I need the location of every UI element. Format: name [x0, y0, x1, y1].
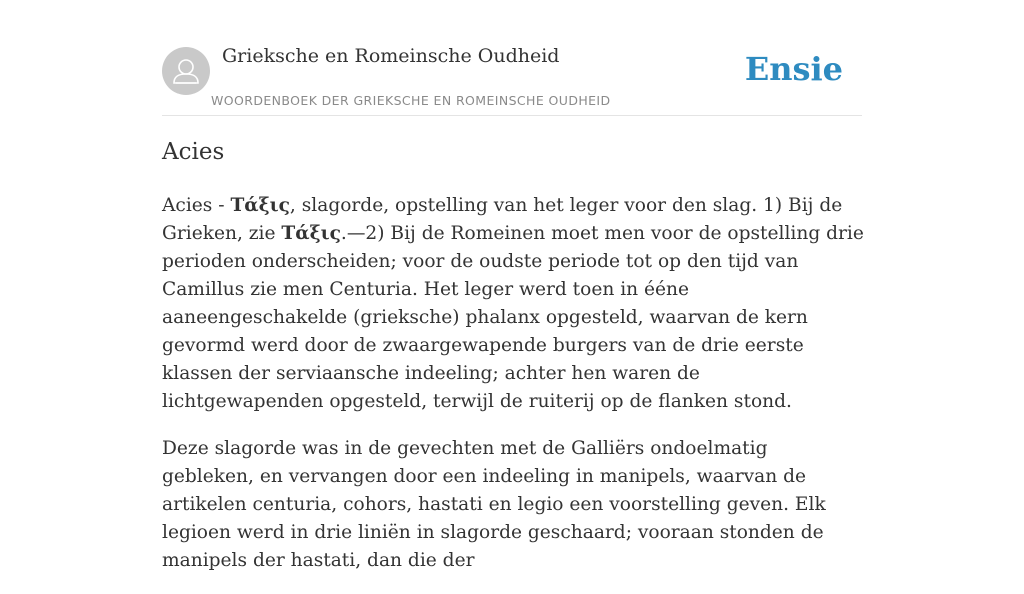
greek-term: Τάξις — [281, 223, 341, 244]
source-header — [162, 0, 862, 116]
avatar[interactable] — [162, 47, 210, 95]
entry-paragraph-2: Deze slagorde was in de gevechten met de Galliërs ondoelmatig gebleken, en vervangen door een indeeling in manipels, waarvan de artikelen centuria, cohors, hastati en legio een voorstelling geven. Elk legioen werd in drie liniën in slagorde geschaard; vooraan stonden de manipels der hastati, dan die der — [162, 438, 826, 571]
entry-title: Acies — [162, 139, 225, 165]
source-subtitle[interactable]: WOORDENBOEK DER GRIEKSCHE EN ROMEINSCHE OUDHEID — [211, 93, 611, 108]
greek-term: Τάξις — [230, 195, 290, 216]
text-segment: Acies - — [162, 195, 231, 216]
text-segment: .—2) Bij de Romeinen moet men voor de opstelling drie perioden onderscheiden; voor de oudste periode tot op den tijd van Camillus zie men Centuria. Het leger werd toen in ééne aaneengeschakelde (grieksche) phalanx opgesteld, waarvan de kern gevormd werd door de zwaargewapende burgers van de drie eerste klassen der serviaansche indeeling; achter hen waren de lichtgewapenden opgesteld, terwijl de ruiterij op de flanken stond. — [162, 223, 864, 412]
source-title[interactable]: Grieksche en Romeinsche Oudheid — [222, 45, 560, 67]
page — [162, 0, 864, 571]
user-silhouette-icon — [162, 47, 210, 95]
entry-body — [162, 192, 864, 594]
entry-paragraph-1 — [162, 192, 864, 416]
brand-logo[interactable]: Ensie — [744, 50, 843, 88]
text-segment: , slagorde, opstelling van het leger voor den slag. 1) Bij de Grieken, zie — [162, 195, 843, 244]
